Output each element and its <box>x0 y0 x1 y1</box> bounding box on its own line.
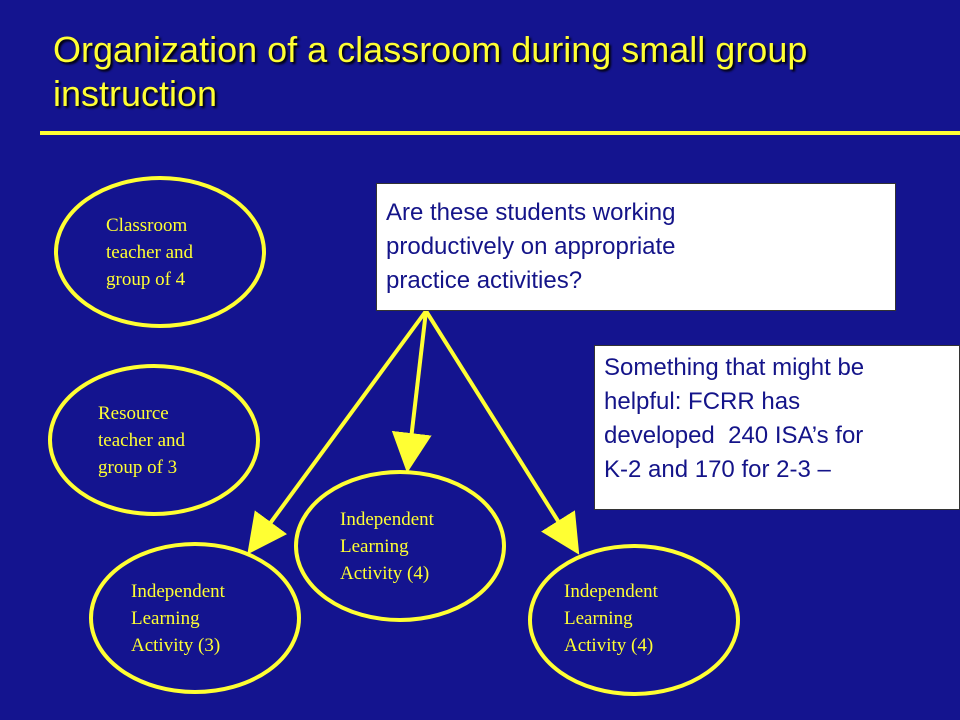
question-line-1: Are these students working <box>386 199 676 226</box>
ila-left-line-3: Activity (3) <box>131 635 221 656</box>
info-line-1: Something that might be <box>604 354 865 381</box>
resource-teacher-line-3: group of 3 <box>98 457 178 478</box>
ila-middle-line-1: Independent <box>340 509 434 530</box>
question-line-2: productively on appropriate <box>386 233 676 260</box>
ila-right-label <box>564 578 658 659</box>
arrow-to-ila-right <box>426 311 575 548</box>
info-box <box>594 345 960 510</box>
slide-title-line-2: instruction <box>53 73 218 114</box>
info-line-4: K-2 and 170 for 2-3 – <box>604 456 831 483</box>
ila-middle-line-3: Activity (4) <box>340 563 430 584</box>
ila-left-line-1: Independent <box>131 581 225 602</box>
ila-right-line-1: Independent <box>564 581 658 602</box>
info-line-2: helpful: FCRR has <box>604 388 801 415</box>
ila-middle-label <box>340 506 434 587</box>
ila-right-line-2: Learning <box>564 608 633 629</box>
ila-right-line-3: Activity (4) <box>564 635 654 656</box>
info-line-3: developed 240 ISA’s for <box>604 422 864 449</box>
classroom-teacher-label <box>106 212 193 293</box>
question-box <box>376 183 896 311</box>
slide-title-line-1: Organization of a classroom during small group <box>53 29 808 70</box>
ila-middle-line-2: Learning <box>340 536 409 557</box>
ila-left-line-2: Learning <box>131 608 200 629</box>
question-line-3: practice activities? <box>386 267 583 294</box>
resource-teacher-line-1: Resource <box>98 403 169 424</box>
resource-teacher-label <box>98 400 185 481</box>
classroom-teacher-line-3: group of 4 <box>106 269 186 290</box>
classroom-teacher-line-1: Classroom <box>106 215 188 236</box>
ila-left-label <box>131 578 225 659</box>
classroom-teacher-line-2: teacher and <box>106 242 194 263</box>
resource-teacher-line-2: teacher and <box>98 430 186 451</box>
